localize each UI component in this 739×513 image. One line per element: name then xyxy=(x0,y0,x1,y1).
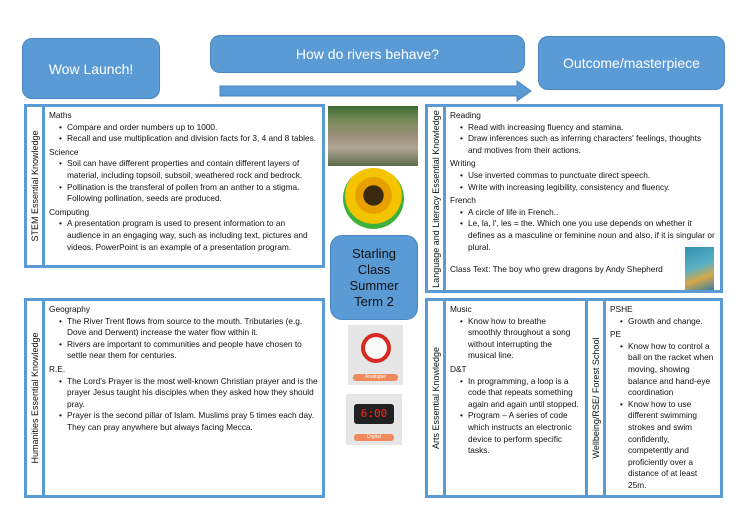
analogue-clock-image xyxy=(348,325,403,385)
list-item: • Know how to control a ball on the racket when moving, showing balance and hand-eye coordination xyxy=(620,341,716,399)
class-text: Class Text: The boy who grew dragons by Andy Shepherd xyxy=(450,264,663,275)
literacy-content xyxy=(450,110,716,253)
literacy-panel xyxy=(425,104,723,293)
digital-label: Digital xyxy=(354,434,394,441)
section-heading: R.E. xyxy=(49,363,66,374)
list-item: • Prayer is the second pillar of Islam. Muslims pray 5 times each day. They can pray anywhere but always facing Mecca. xyxy=(59,410,318,433)
section-heading: Music xyxy=(450,304,472,314)
stem-label: STEM Essential Knowledge xyxy=(27,107,45,265)
clock-icon xyxy=(361,333,391,363)
humanities-content xyxy=(45,301,322,495)
bullet-list xyxy=(59,376,318,434)
humanities-panel xyxy=(24,298,325,498)
section-heading: Maths xyxy=(49,110,72,120)
bullet-list xyxy=(59,316,318,362)
outcome-text: Outcome/masterpiece xyxy=(563,55,700,71)
class-term-box xyxy=(330,235,418,320)
stem-panel xyxy=(24,104,325,268)
class-title-line: Term 2 xyxy=(354,293,394,309)
humanities-label: Humanities Essential Knowledge xyxy=(27,301,45,495)
wellbeing-panel xyxy=(585,298,723,498)
arrow-right-icon xyxy=(219,80,533,102)
bullet-list xyxy=(620,316,716,328)
list-item: • In programming, a loop is a code that repeats something again and again until stopped. xyxy=(460,376,581,411)
section-heading: Computing xyxy=(49,206,90,217)
list-item: • Pollination is the transferal of pollen from an anther to a stigma. Following pollination, seeds are produced. xyxy=(59,182,318,205)
list-item: • Compare and order numbers up to 1000. xyxy=(59,122,318,134)
bullet-list xyxy=(460,207,716,253)
bullet-list xyxy=(460,316,581,362)
river-image xyxy=(328,106,418,166)
bullet-list xyxy=(59,218,318,253)
literacy-label: Language and Literacy Essential Knowledge xyxy=(428,107,446,290)
bullet-list xyxy=(59,122,318,145)
bullet-list xyxy=(460,170,716,193)
list-item: • Draw inferences such as inferring characters' feelings, thoughts and motives from their actions. xyxy=(460,133,716,156)
class-title-line: Summer xyxy=(349,277,399,293)
section-heading: PE xyxy=(610,329,622,340)
class-title-line: Starling xyxy=(351,245,397,261)
wellbeing-label: Wellbeing/RSE/ Forest School xyxy=(588,301,606,495)
section-heading: D&T xyxy=(450,363,467,374)
book-cover-image xyxy=(685,247,714,290)
bullet-list xyxy=(620,341,716,492)
section-heading: Writing xyxy=(450,158,476,169)
outcome-box xyxy=(538,36,725,90)
wow-launch-box xyxy=(22,38,160,99)
list-item: • Know how to breathe smoothly throughout a song without interrupting the musical line. xyxy=(460,316,581,362)
list-item: • Growth and change. xyxy=(620,316,716,328)
section-heading: Geography xyxy=(49,304,91,314)
analogue-label: Analogue xyxy=(353,374,398,381)
bee-image xyxy=(343,168,404,229)
list-item: • The River Trent flows from source to the mouth. Tributaries (e.g. Dove and Derwent) increase the water flow within it. xyxy=(59,316,318,339)
class-title-line: Class xyxy=(357,261,391,277)
list-item: • Use inverted commas to punctuate direct speech. xyxy=(460,170,716,182)
list-item: • Write with increasing legibility, consistency and fluency. xyxy=(460,182,716,194)
list-item: • Le, la, l', les = the. Which one you use depends on whether it defines as a masculine or feminine noun and also, if it is singular or plural. xyxy=(460,218,716,253)
section-heading: Reading xyxy=(450,110,481,120)
stem-content xyxy=(45,107,322,265)
arts-label: Arts Essential Knowledge xyxy=(428,301,446,495)
list-item: • Soil can have different properties and contain different layers of material, including topsoil, subsoil, weathered rock and bedrock. xyxy=(59,158,318,181)
question-text: How do rivers behave? xyxy=(295,46,440,62)
wellbeing-content xyxy=(606,301,720,495)
digital-time: 6:00 xyxy=(354,404,394,424)
list-item: • Read with increasing fluency and stamina. xyxy=(460,122,716,134)
question-box xyxy=(210,35,525,73)
bullet-list xyxy=(59,158,318,204)
bullet-list xyxy=(460,376,581,457)
list-item: • Know how to use different swimming strokes and swim confidently, competently and proficiently over a distance of at least 25m. xyxy=(620,399,716,492)
list-item: • Program – A series of code which instructs an electronic device to perform specific tasks. xyxy=(460,410,581,456)
list-item: • A presentation program is used to present information to an audience in an engaging way, such as including text, pictures and videos. PowerPoint is an example of a presentation program. xyxy=(59,218,318,253)
arts-panel xyxy=(425,298,588,498)
list-item: • The Lord's Prayer is the most well-known Christian prayer and is the prayer Jesus taught his disciples when they asked how they should pray. xyxy=(59,376,318,411)
bullet-list xyxy=(460,122,716,157)
list-item: • Recall and use multiplication and division facts for 3, 4 and 8 tables. xyxy=(59,133,318,145)
section-heading: PSHE xyxy=(610,304,633,314)
section-heading: Science xyxy=(49,146,79,157)
digital-clock-image xyxy=(346,394,402,445)
list-item: • Rivers are important to communities and people have chosen to settle near them for centuries. xyxy=(59,339,318,362)
arts-content xyxy=(446,301,585,495)
list-item: • A circle of life in French.. xyxy=(460,207,716,219)
section-heading: French xyxy=(450,195,476,206)
wow-launch-text: Wow Launch! xyxy=(48,60,134,77)
